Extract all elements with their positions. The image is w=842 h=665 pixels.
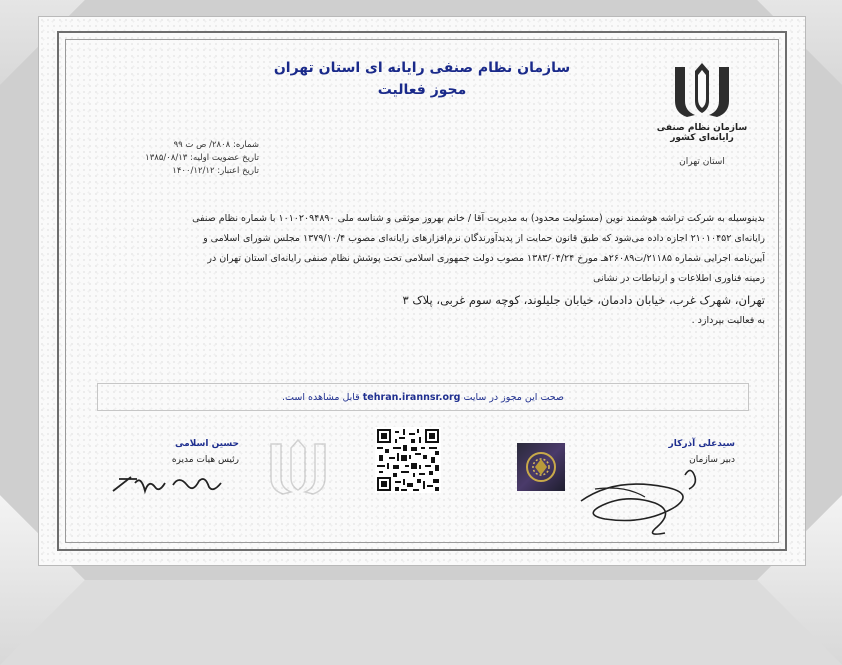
org-title: سازمان نظام صنفی رایانه ای استان تهران [273, 60, 571, 76]
certificate-title [219, 57, 625, 101]
body-line-1: بدینوسیله به شرکت تراشه هوشمند نوین (مسئولیت محدود) به مدیریت آقا / خانم بهروز موثقی و شناسه ملی ۱۰۱۰۲۰۹۴۸۹۰ با شماره نظام صنفی [192, 213, 765, 224]
validity-date: تاریخ اعتبار: ۱۴۰۰/۱۲/۱۲ [172, 166, 259, 176]
certificate [38, 16, 806, 566]
verify-text-before: صحت این مجوز در سایت [463, 391, 564, 403]
closing: به فعالیت بپردازد . [691, 315, 765, 326]
doc-title: مجوز فعالیت [377, 82, 467, 98]
tulip-emblem-icon [667, 61, 737, 119]
watermark-emblem-icon [263, 427, 333, 507]
signer-left-role: رئیس هیات مدیره [171, 455, 239, 465]
verification-box [97, 383, 749, 411]
qr-code-icon [375, 427, 441, 493]
membership-date: تاریخ عضویت اولیه: ۱۳۸۵/۰۸/۱۳ [145, 153, 259, 163]
signature-left-scribble-icon [109, 469, 239, 499]
certificate-number: شماره: ۲۸۰۸/ ص ت ۹۹ [173, 140, 259, 150]
certificate-meta [89, 139, 259, 178]
signer-left-name: حسین اسلامی [175, 439, 239, 449]
signer-right-role: دبیر سازمان [689, 455, 735, 465]
hologram-seal-icon [515, 441, 567, 493]
body-line-4: زمینه فناوری اطلاعات و ارتباطات در نشانی [593, 273, 765, 284]
verify-text-after: قابل مشاهده است. [282, 391, 360, 403]
body-line-2: رایانه‌ای ۲۱۰۱۰۴۵۲ اجازه داده می‌شود که طبق قانون حمایت از پدیدآورندگان نرم‌افزارهای رایانه‌ای مصوب ۱۳۷۹/۱۰/۴ مجلس شورای اسلامی و [203, 233, 765, 244]
certificate-body [75, 209, 765, 331]
signer-right-name: سیدعلی آذرکار [668, 439, 735, 449]
body-line-3: آیین‌نامه اجرایی شماره ۲۱۱۸۵/ت۲۶۰۸۹هـ مورخ ۱۳۸۳/۰۴/۲۴ مصوب دولت جمهوری اسلامی تحت پوشش نظام صنفی رایانه‌ای استان تهران در [207, 253, 765, 264]
logo-province: استان تهران [679, 157, 725, 167]
signature-right [595, 439, 735, 543]
signature-right-scribble-icon [575, 467, 715, 543]
logo-name: سازمان نظام صنفی رایانه‌ای کشور [656, 123, 748, 143]
signature-left [99, 439, 239, 499]
address: تهران، شهرک غرب، خیابان دادمان، خیابان جلیلوند، کوچه سوم غربی، پلاک ۳ [402, 293, 765, 307]
org-logo [649, 61, 755, 167]
verify-site-link[interactable]: tehran.irannsr.org [362, 391, 461, 403]
